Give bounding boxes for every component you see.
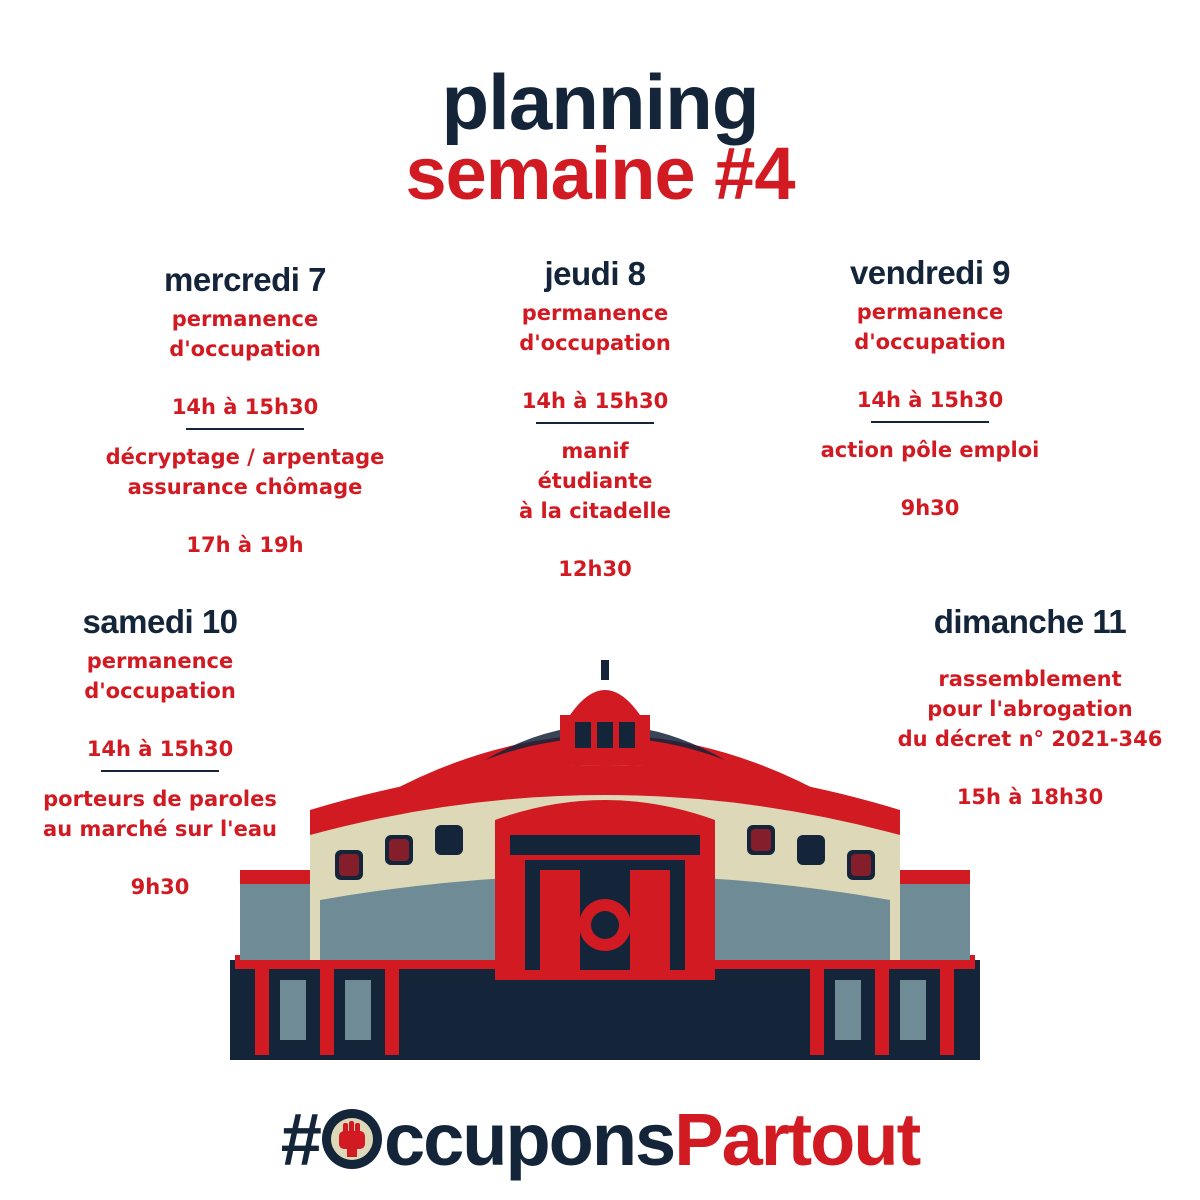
day-heading: vendredi 9	[849, 254, 1011, 291]
title-planning: planning	[441, 58, 759, 146]
day-heading: samedi 10	[82, 603, 238, 640]
hashtag-prefix: #	[280, 1098, 320, 1181]
event-time: 15h à 18h30	[956, 785, 1104, 809]
event-label: permanence	[856, 300, 1004, 324]
event-label: porteurs de paroles	[43, 787, 277, 811]
theatre-building-illustration	[225, 660, 985, 1060]
event-time: 14h à 15h30	[521, 389, 669, 413]
event-time: 12h30	[558, 557, 632, 581]
title-week: semaine #4	[405, 132, 795, 215]
day-block-vendredi	[780, 253, 1080, 523]
event-time: 14h à 15h30	[171, 395, 319, 419]
day-block-mercredi	[80, 260, 410, 560]
day-heading: dimanche 11	[933, 603, 1127, 640]
hashtag-occupons-partout	[0, 1098, 1200, 1182]
event-time: 14h à 15h30	[856, 388, 1004, 412]
day-heading: jeudi 8	[544, 255, 646, 292]
fist-logo-icon	[322, 1109, 382, 1169]
event-label: rassemblement	[938, 667, 1122, 691]
hashtag-part2: Partout	[674, 1098, 920, 1181]
event-label: permanence	[86, 649, 234, 673]
event-label: à la citadelle	[519, 499, 671, 523]
day-heading: mercredi 7	[164, 261, 326, 298]
event-time: 17h à 19h	[186, 533, 304, 557]
event-label: décryptage / arpentage	[105, 445, 385, 469]
event-label: étudiante	[537, 469, 653, 493]
event-time: 9h30	[130, 875, 190, 899]
event-label: assurance chômage	[127, 475, 363, 499]
divider	[536, 422, 654, 424]
event-label: au marché sur l'eau	[43, 817, 277, 841]
event-label: permanence	[521, 301, 669, 325]
event-label: d'occupation	[519, 331, 671, 355]
event-time: 14h à 15h30	[86, 737, 234, 761]
event-label: d'occupation	[854, 330, 1006, 354]
hashtag-part1: ccupons	[383, 1098, 675, 1181]
event-time: 9h30	[900, 496, 960, 520]
event-label: d'occupation	[84, 679, 236, 703]
event-label: pour l'abrogation	[927, 697, 1133, 721]
divider	[186, 428, 304, 430]
event-label: du décret n° 2021-346	[897, 727, 1163, 751]
event-label: action pôle emploi	[820, 438, 1040, 462]
divider	[871, 421, 989, 423]
day-block-jeudi	[460, 254, 730, 584]
divider	[101, 770, 219, 772]
event-label: manif	[561, 439, 629, 463]
event-label: permanence	[171, 307, 319, 331]
event-label: d'occupation	[169, 337, 321, 361]
